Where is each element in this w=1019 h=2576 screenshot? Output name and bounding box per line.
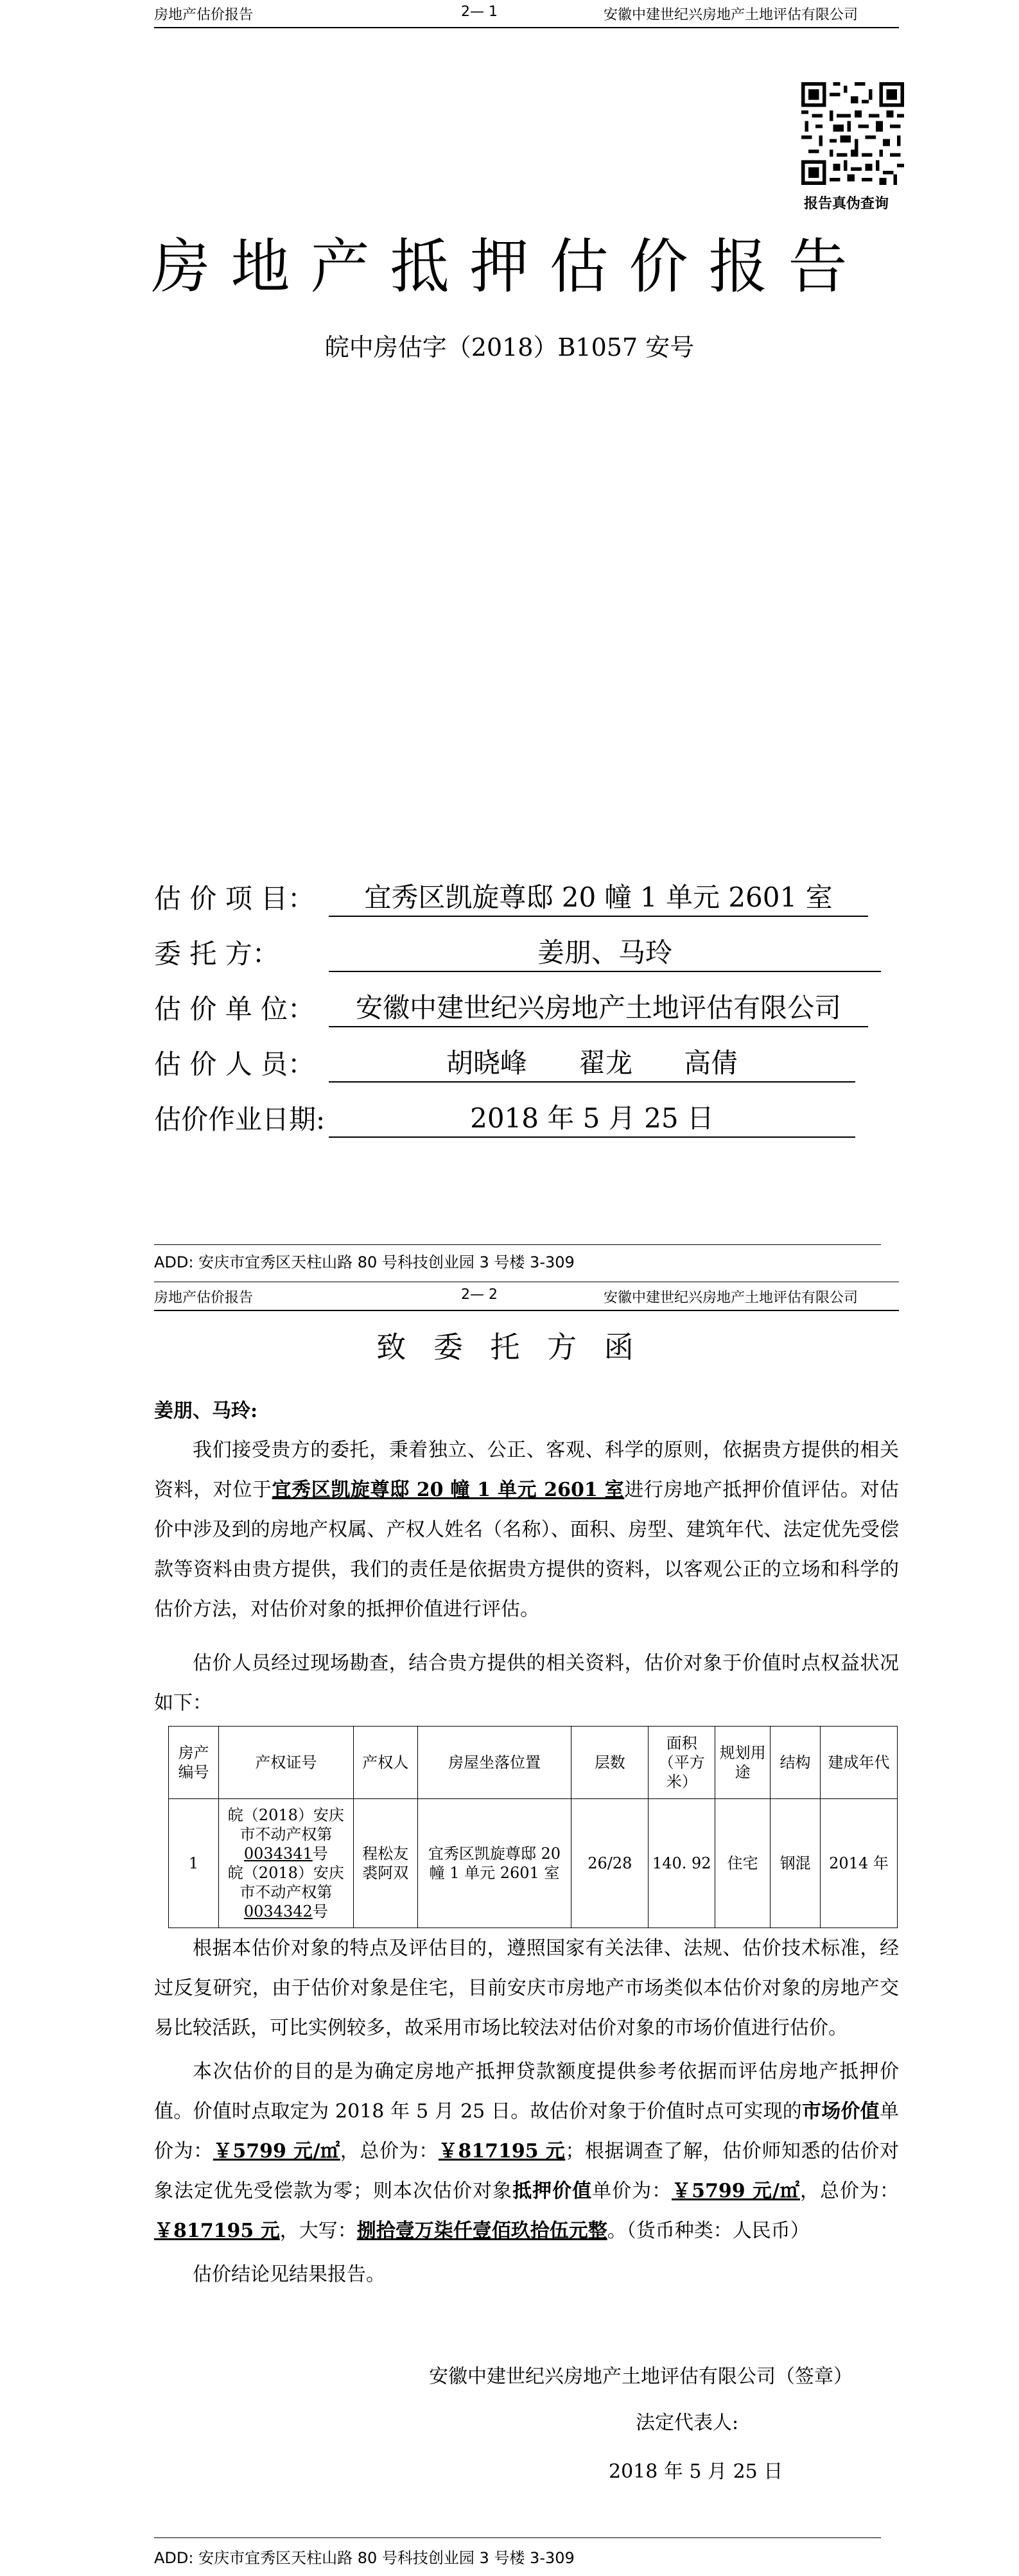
- cert-b-number: 0034342: [243, 1902, 313, 1920]
- col-header-location: 房屋坐落位置: [417, 1727, 571, 1799]
- col-header-no: 房产编号: [169, 1727, 219, 1799]
- letter-title: 致 委 托 方 函: [376, 1330, 643, 1364]
- cell-owner: 程松友裘阿双: [353, 1799, 417, 1928]
- page2-footer-rule: [154, 2537, 881, 2538]
- field-client-value: 姜朋、马玲: [329, 935, 881, 972]
- salutation: 姜朋、马玲:: [154, 1400, 258, 1422]
- cell-cert: [218, 1799, 353, 1928]
- page2-header-rule: [154, 1310, 899, 1311]
- valuation-text-9: 单价为：: [592, 2180, 672, 2202]
- page1-header-rule: [154, 27, 899, 28]
- page2-footer-address: ADD: 安庆市宜秀区天柱山路 80 号科技创业园 3 号楼 3-309: [154, 2549, 575, 2567]
- paragraph-conclusion: 估价结论见结果报告。: [193, 2263, 385, 2286]
- market-value-label: 市场价值: [802, 2100, 880, 2123]
- cell-no: 1: [169, 1799, 219, 1928]
- cert-b-suffix: 号: [312, 1902, 328, 1920]
- field-appraisers: [154, 1045, 899, 1084]
- qr-caption: 报告真伪查询: [804, 196, 889, 212]
- market-total-price: ￥817195 元: [438, 2140, 566, 2163]
- page2-header-right: 安徽中建世纪兴房地产土地评估有限公司: [604, 1290, 858, 1306]
- field-project: [154, 880, 899, 918]
- field-work-date: [154, 1101, 899, 1139]
- paragraph-commission-text-a: 我们接受贵方的委托，秉着独立、公正、客观、科学的原则，依据贵方提供的相关资料，对位于: [154, 1439, 899, 1501]
- col-header-structure: 结构: [771, 1727, 821, 1799]
- paragraph-survey: 估价人员经过现场勘查，结合贵方提供的相关资料，估价对象于价值时点权益状况如下：: [154, 1652, 899, 1714]
- paragraph-commission: [154, 1431, 899, 1630]
- col-header-floors: 层数: [571, 1727, 649, 1799]
- table-row: [169, 1799, 898, 1928]
- cert-b-prefix: 皖（2018）安庆市不动产权第: [227, 1864, 344, 1901]
- col-header-use: 规划用途: [715, 1727, 771, 1799]
- valuation-text-11: ，总价为：: [800, 2180, 900, 2202]
- col-header-owner: 产权人: [353, 1727, 417, 1799]
- page1-footer-rule: [154, 1244, 881, 1245]
- property-info-table: [168, 1726, 898, 1928]
- col-header-area: 面积（平方米）: [649, 1727, 715, 1799]
- property-address-highlight: 宜秀区凯旋尊邸 20 幢 1 单元 2601 室: [272, 1479, 625, 1501]
- market-unit-price: ￥5799 元/㎡: [213, 2140, 340, 2163]
- page2-header-page-number: 2— 2: [461, 1287, 498, 1303]
- col-header-year: 建成年代: [821, 1727, 898, 1799]
- report-title: 房地产抵押估价报告: [151, 232, 868, 301]
- signature-legal-rep: 法定代表人:: [636, 2412, 739, 2434]
- cell-floors: 26/28: [571, 1799, 649, 1928]
- signature-company: 安徽中建世纪兴房地产土地评估有限公司（签章）: [429, 2365, 853, 2388]
- field-project-value: 宜秀区凯旋尊邸 20 幢 1 单元 2601 室: [329, 880, 868, 917]
- page1-header-page-number: 2— 1: [461, 4, 498, 20]
- field-work-date-value: 2018 年 5 月 25 日: [329, 1101, 855, 1138]
- valuation-text-7: ；根据调查了解，估价师知悉的估价对象法定优先受偿款为零；则本次估价对象: [154, 2140, 900, 2202]
- field-project-label: 估 价 项 目：: [154, 883, 315, 914]
- field-appraiser-unit-label: 估 价 单 位：: [154, 993, 315, 1025]
- cert-a-prefix: 皖（2018）安庆市不动产权第: [227, 1806, 344, 1843]
- field-appraiser-unit: [154, 990, 899, 1029]
- mortgage-value-label: 抵押价值: [512, 2180, 593, 2202]
- cell-use: 住宅: [715, 1799, 771, 1928]
- cell-area: 140. 92: [649, 1799, 715, 1928]
- page2-header-left: 房地产估价报告: [154, 1290, 254, 1306]
- amount-in-words: 捌拾壹万柒仟壹佰玖拾伍元整: [356, 2220, 607, 2242]
- field-client-label: 委 托 方：: [154, 938, 279, 970]
- field-client: [154, 935, 899, 973]
- valuation-text-5: ，总价为：: [340, 2140, 439, 2163]
- report-number: 皖中房估字（2018）B1057 安号: [324, 333, 695, 361]
- field-work-date-label: 估价作业日期:: [154, 1104, 326, 1135]
- field-appraiser-unit-value: 安徽中建世纪兴房地产土地评估有限公司: [329, 990, 868, 1027]
- cell-structure: 钢混: [771, 1799, 821, 1928]
- mortgage-total-price: ￥817195 元: [154, 2220, 280, 2242]
- paragraph-valuation: [154, 2052, 899, 2251]
- valuation-text-1: 本次估价的目的是为确定房地产抵押贷款额度提供参考依据而评估房地产抵押价值。价值时点取定为 2018 年 5 月 25 日。故估价对象于价值时点可实现的: [154, 2060, 899, 2123]
- cert-a-suffix: 号: [312, 1845, 328, 1863]
- valuation-text-13: ，大写：: [279, 2220, 357, 2242]
- valuation-text-3: 单价为：: [154, 2100, 900, 2163]
- qr-code-icon: [801, 82, 904, 185]
- page1-header-right: 安徽中建世纪兴房地产土地评估有限公司: [604, 7, 858, 23]
- page1-header-left: 房地产估价报告: [154, 7, 254, 23]
- field-appraisers-value: 胡晓峰 翟龙 高倩: [329, 1045, 855, 1083]
- field-appraisers-label: 估 价 人 员：: [154, 1049, 315, 1080]
- paragraph-commission-text-b: 进行房地产抵押价值评估。对估价中涉及到的房地产权属、产权人姓名（名称）、面积、房型、建筑年代、法定优先受偿款等资料由贵方提供，我们的责任是依据贵方提供的资料，以客观公正的立场和科学的估价方法，对估价对象的抵押价值进行评估。: [154, 1479, 900, 1621]
- valuation-text-15: 。（货币种类：人民币）: [607, 2220, 810, 2242]
- col-header-cert: 产权证号: [218, 1727, 353, 1799]
- mortgage-unit-price: ￥5799 元/㎡: [672, 2180, 801, 2202]
- page1-footer-address: ADD: 安庆市宜秀区天柱山路 80 号科技创业园 3 号楼 3-309: [154, 1253, 575, 1271]
- signature-date: 2018 年 5 月 25 日: [609, 2460, 783, 2483]
- cell-location: 宜秀区凯旋尊邸 20 幢 1 单元 2601 室: [417, 1799, 571, 1928]
- table-header-row: [169, 1727, 898, 1799]
- paragraph-method: 根据本估价对象的特点及评估目的，遵照国家有关法律、法规、估价技术标准，经过反复研究，由于估价对象是住宅，目前安庆市房地产市场类似本估价对象的房地产交易比较活跃，可比实例较多，故采用市场比较法对估价对象的市场价值进行估价。: [154, 1937, 899, 2039]
- cert-a-number: 0034341: [243, 1845, 313, 1863]
- cell-year: 2014 年: [821, 1799, 898, 1928]
